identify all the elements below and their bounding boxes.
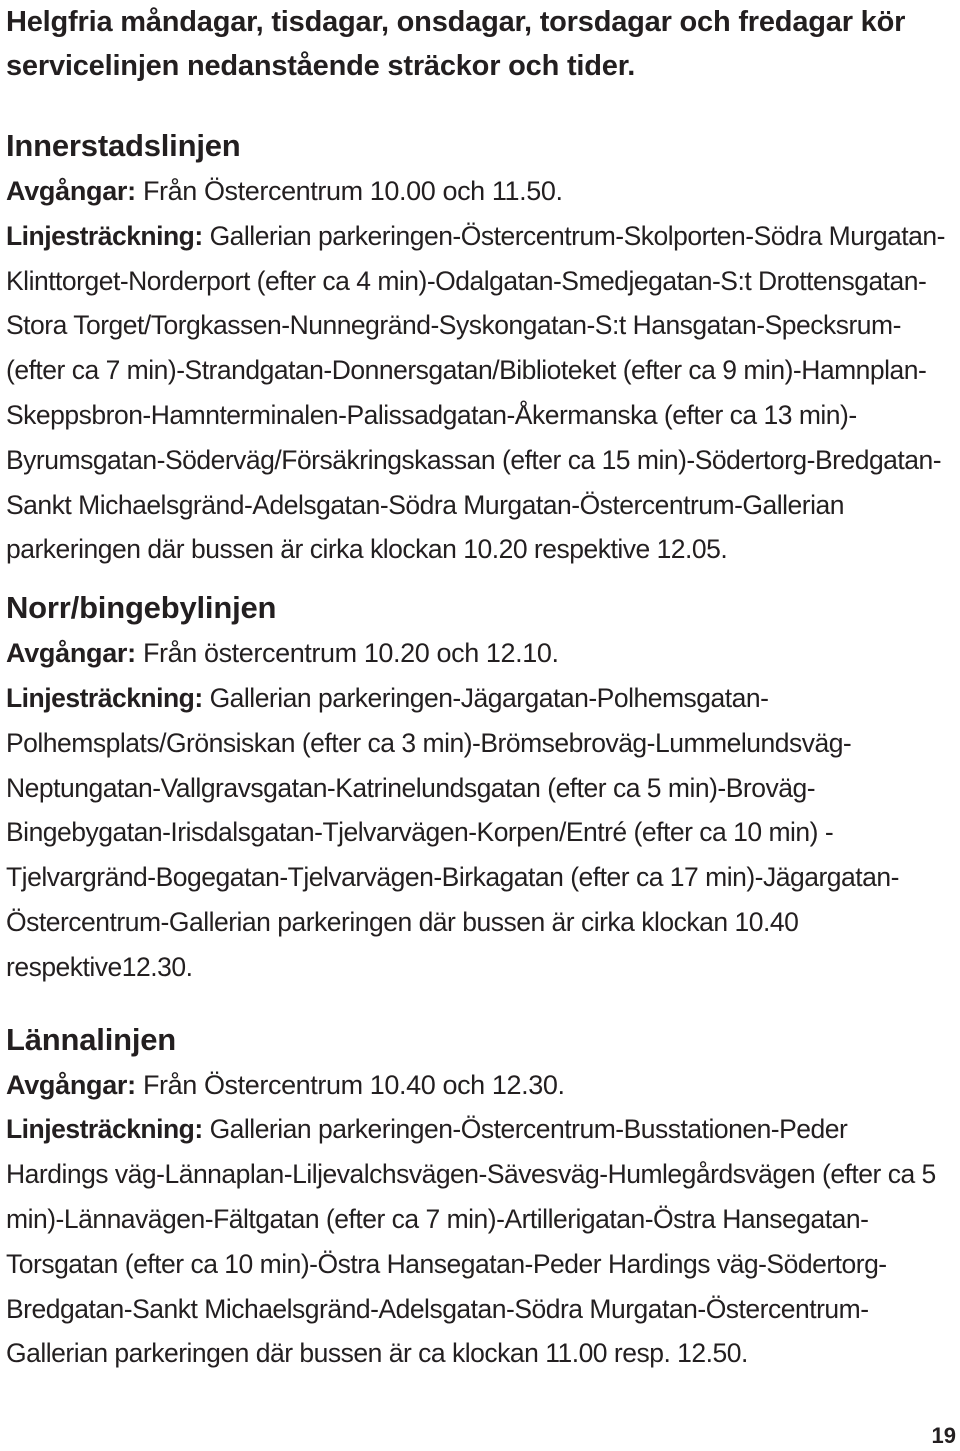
- section-title: Innerstadslinjen: [6, 128, 241, 163]
- route-text: Gallerian parkeringen-Östercentrum-Skolporten-Södra Murgatan-Klinttorget-Norderport (efter ca 4 min)-Odalgatan-Smedjegatan-S:t Drottensgatan-Stora Torget/Torgkassen-Nunnegränd-Syskongatan-S:t Hansgatan-Specksrum-(efter ca 7 min)-Strandgatan-Donnersgatan/Biblioteket (efter ca 9 min)-Hamnplan-Skeppsbron-Hamnterminalen-Palissadgatan-Åkermanska (efter ca 13 min)-Byrumsgatan-Söderväg/Försäkringskassan (efter ca 15 min)-Södertorg-Bredgatan-Sankt Michaelsgränd-Adelsgatan-Södra Murgatan-Östercentrum-Gallerian parkeringen där bussen är cirka klockan 10.20 respektive 12.05.: [6, 220, 945, 565]
- document-page: [6, 0, 956, 1376]
- departures-line: [6, 169, 956, 214]
- route-line: [6, 214, 956, 572]
- section-title: Lännalinjen: [6, 1021, 177, 1057]
- departures-line: [6, 1063, 956, 1108]
- page-number: 19: [931, 1423, 956, 1448]
- departures-text: Från Östercentrum 10.40 och 12.30.: [142, 1069, 565, 1100]
- route-section-norr-bingebylinjen: [6, 588, 956, 989]
- intro-text: Helgfria måndagar, tisdagar, onsdagar, torsdagar och fredagar kör servicelinjen nedanstående sträckor och tider.: [6, 6, 906, 82]
- route-label: Linjesträckning:: [6, 1114, 203, 1145]
- route-text: Gallerian parkeringen-Östercentrum-Busstationen-Peder Hardings väg-Lännaplan-Liljevalchsvägen-Sävesväg-Humlegårdsvägen (efter ca 5 min)-Lännavägen-Fältgatan (efter ca 7 min)-Artillerigatan-Östra Hansegatan-Torsgatan (efter ca 10 min)-Östra Hansegatan-Peder Hardings väg-Södertorg-Bredgatan-Sankt Michaelsgränd-Adelsgatan-Södra Murgatan-Östercentrum-Gallerian parkeringen där bussen är ca klockan 11.00 resp. 12.50.: [6, 1114, 936, 1369]
- route-label: Linjesträckning:: [6, 220, 203, 251]
- departures-label: Avgångar:: [6, 176, 136, 206]
- route-section-lannalinjen: [6, 1020, 956, 1377]
- departures-label: Avgångar:: [6, 1069, 136, 1100]
- route-text: Gallerian parkeringen-Jägargatan-Polhemsgatan-Polhemsplats/Grönsiskan (efter ca 3 min)-Brömsebroväg-Lummelundsväg-Neptungatan-Vallgravsgatan-Katrinelundsgatan (efter ca 5 min)-Broväg-Bingebygatan-Irisdalsgatan-Tjelvarvägen-Korpen/Entré (efter ca 10 min) -Tjelvargränd-Bogegatan-Tjelvarvägen-Birkagatan (efter ca 17 min)-Jägargatan-Östercentrum-Gallerian parkeringen där bussen är cirka klockan 10.40 respektive12.30.: [6, 682, 899, 982]
- route-line: [6, 1107, 956, 1376]
- departures-text: Från östercentrum 10.20 och 12.10.: [142, 638, 559, 669]
- section-title: Norr/bingebylinjen: [6, 590, 277, 626]
- departures-label: Avgångar:: [6, 638, 136, 669]
- departures-text: Från Östercentrum 10.00 och 11.50.: [142, 176, 563, 206]
- route-label: Linjesträckning:: [6, 682, 203, 713]
- departures-line: [6, 631, 956, 676]
- route-line: [6, 676, 956, 990]
- route-section-innerstadslinjen: [6, 126, 956, 572]
